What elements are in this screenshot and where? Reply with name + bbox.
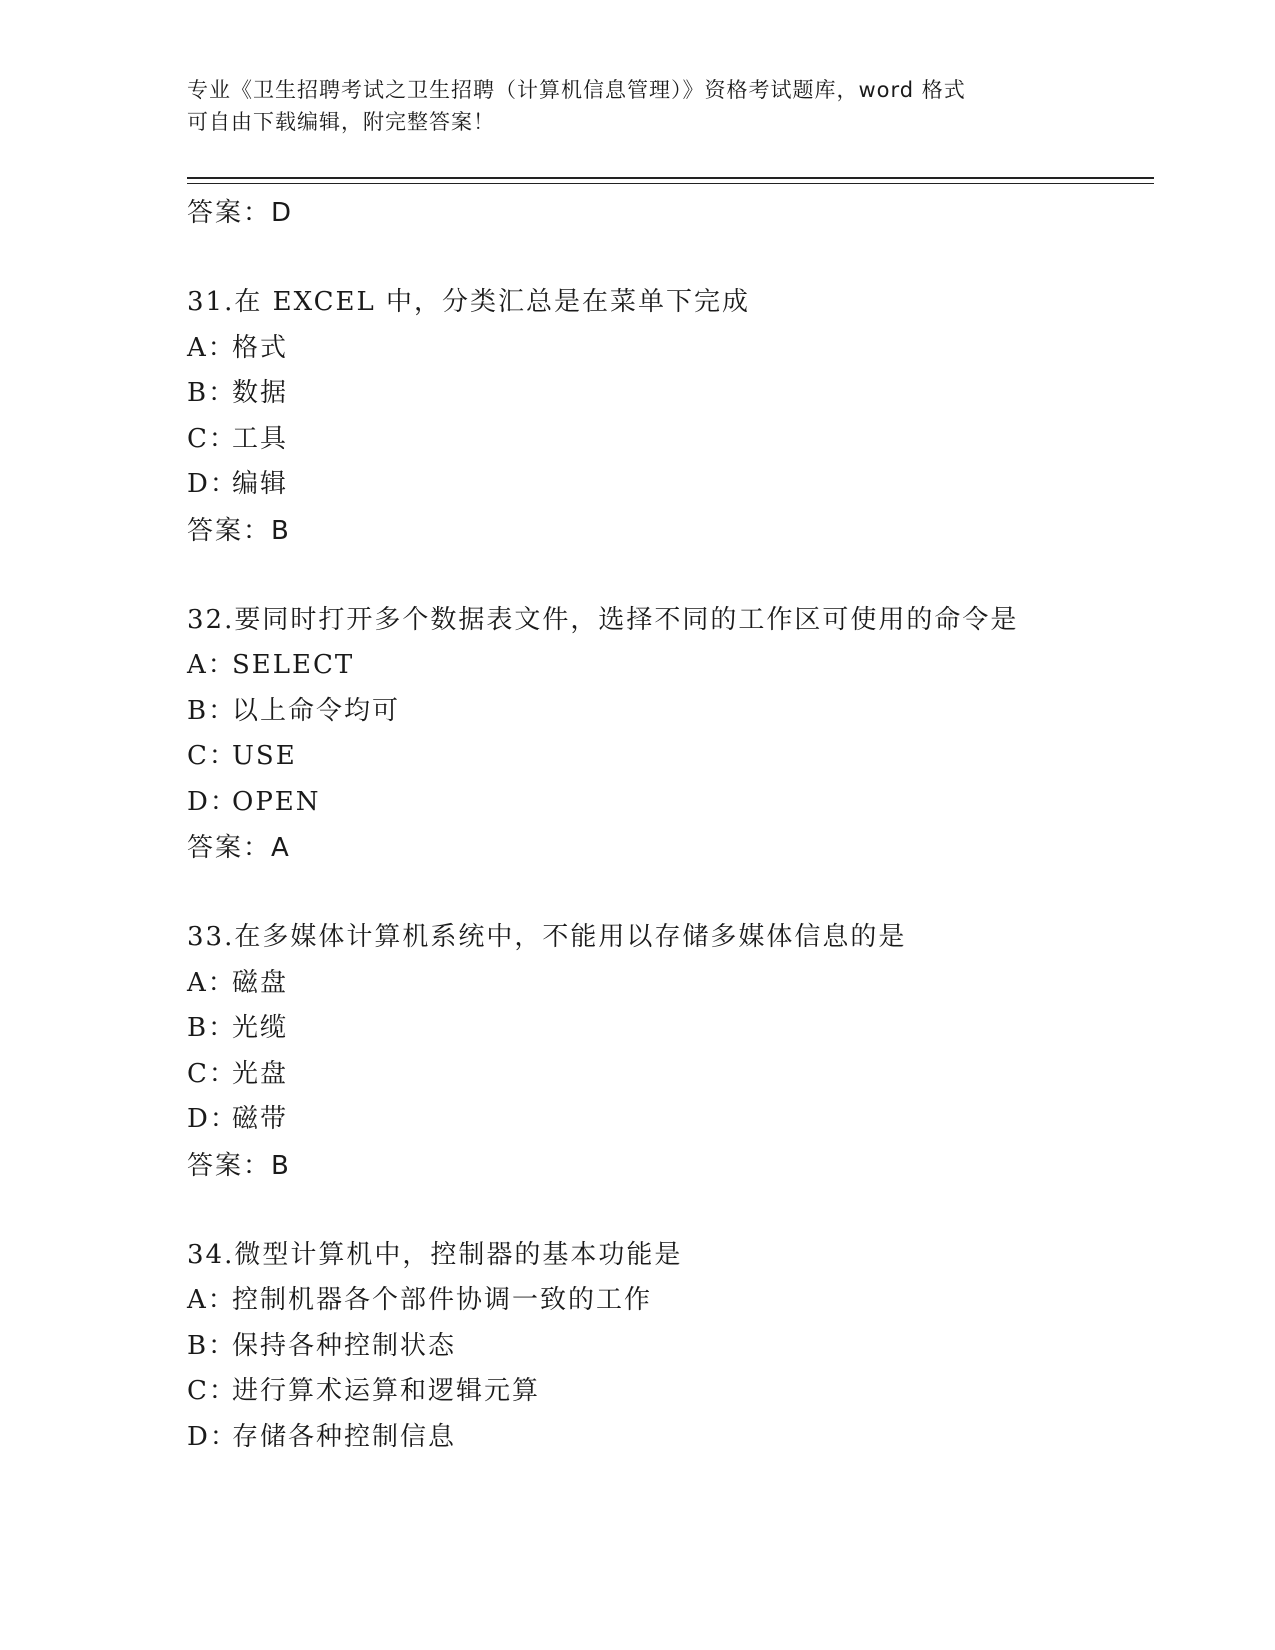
option-letter: C： — [187, 741, 237, 771]
option-text: 控制机器各个部件协调一致的工作 — [232, 1285, 653, 1315]
option-text: 以上命令均可 — [232, 695, 401, 726]
option-letter: B： — [187, 1013, 237, 1043]
option-b — [187, 1006, 1154, 1052]
question-stem: 31.在 EXCEL 中，分类汇总是在菜单下完成 — [187, 287, 751, 317]
option-letter: A： — [187, 332, 236, 363]
answer-line: 答案：B — [187, 515, 291, 546]
option-b — [187, 689, 1154, 735]
header-divider-thin — [187, 183, 1154, 184]
option-c — [187, 1369, 1154, 1415]
option-b — [187, 371, 1154, 417]
option-letter: C： — [187, 423, 237, 454]
option-d — [187, 780, 1154, 826]
option-letter: D： — [187, 1104, 238, 1134]
option-a — [187, 643, 1154, 689]
question-stem: 34.微型计算机中，控制器的基本功能是 — [187, 1239, 683, 1270]
option-letter: D： — [187, 469, 238, 499]
option-a — [187, 961, 1154, 1007]
question-34 — [187, 1233, 1154, 1461]
option-text: 工具 — [232, 423, 289, 454]
option-text: 磁带 — [232, 1104, 289, 1134]
question-33 — [187, 915, 1154, 1189]
option-letter: B： — [187, 695, 237, 726]
option-text: 进行算术运算和逻辑元算 — [232, 1376, 541, 1406]
option-letter: D： — [187, 786, 238, 817]
option-c — [187, 734, 1154, 780]
answer-line: 答案：A — [187, 833, 291, 863]
option-letter: D： — [187, 1421, 238, 1452]
option-c — [187, 417, 1154, 463]
option-a — [187, 1278, 1154, 1324]
option-d — [187, 1097, 1154, 1143]
question-list — [187, 190, 1154, 1460]
question-32 — [187, 598, 1154, 872]
option-text: 保持各种控制状态 — [232, 1330, 457, 1361]
option-a — [187, 326, 1154, 372]
option-text: 光盘 — [232, 1058, 289, 1089]
question-stem: 33.在多媒体计算机系统中，不能用以存储多媒体信息的是 — [187, 922, 907, 952]
option-text: OPEN — [232, 786, 321, 817]
header-line-2: 可自由下载编辑，附完整答案！ — [187, 110, 495, 134]
option-letter: A： — [187, 650, 236, 680]
option-letter: C： — [187, 1058, 237, 1089]
header-divider-thick — [187, 177, 1154, 179]
option-letter: B： — [187, 1330, 237, 1361]
option-text: USE — [232, 741, 297, 771]
answer-line: 答案：B — [187, 1150, 291, 1181]
option-c — [187, 1052, 1154, 1098]
header-line-1: 专业《卫生招聘考试之卫生招聘（计算机信息管理）》资格考试题库，word 格式 — [187, 78, 966, 102]
document-header — [187, 74, 1087, 138]
option-text: 格式 — [232, 332, 289, 363]
option-text: 光缆 — [232, 1013, 289, 1043]
option-text: 存储各种控制信息 — [232, 1421, 457, 1452]
question-31 — [187, 280, 1154, 554]
option-letter: C： — [187, 1376, 237, 1406]
option-letter: A： — [187, 1285, 236, 1315]
option-letter: B： — [187, 378, 237, 408]
option-text: 磁盘 — [232, 967, 289, 998]
option-b — [187, 1324, 1154, 1370]
option-d — [187, 462, 1154, 508]
option-letter: A： — [187, 967, 236, 998]
answer-line: 答案：D — [187, 198, 294, 228]
question-stem: 32.要同时打开多个数据表文件，选择不同的工作区可使用的命令是 — [187, 604, 1019, 635]
option-d — [187, 1415, 1154, 1461]
option-text: 数据 — [232, 378, 289, 408]
option-text: 编辑 — [232, 469, 289, 499]
option-text: SELECT — [232, 650, 355, 680]
